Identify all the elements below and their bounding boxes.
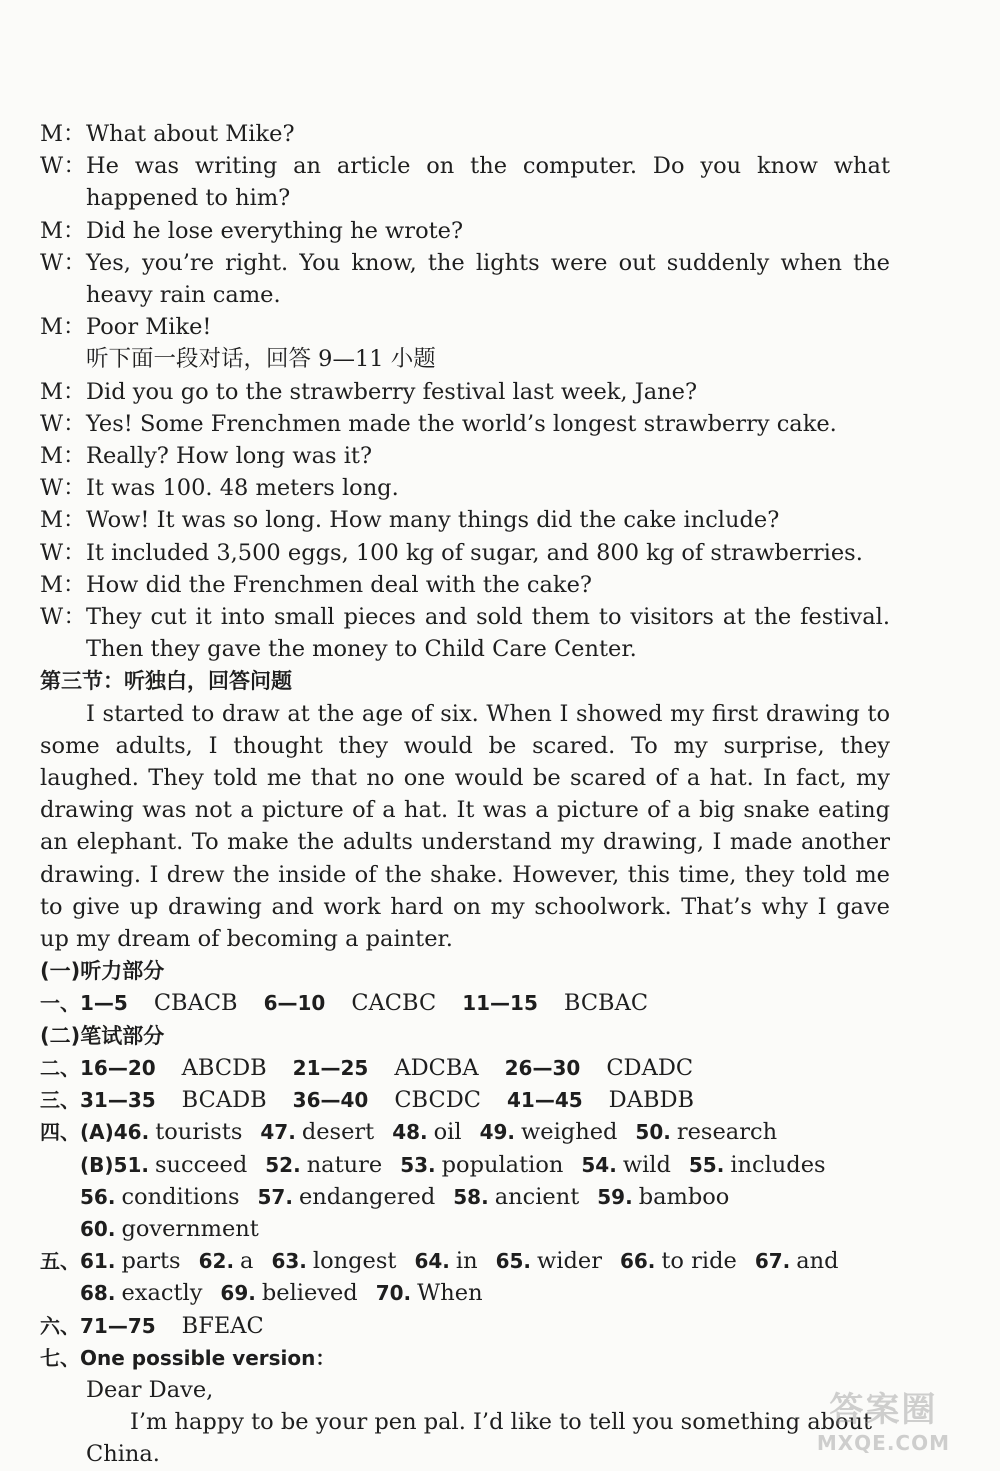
- monologue-paragraph: I started to draw at the age of six. When I showed my first drawing to some adults, I thought they would be scared. To my surprise, they laughed. They told me that no one would be scared of a hat. In fact, my drawing was not a picture of a hat. It was a picture of a big snake eating an elephant. To make the adults understand my drawing, I made another drawing. I drew the inside of the shake. However, this time, they told me to give up drawing and work hard on my schoolwork. That’s why I gave up my dream of becoming a painter.: [40, 700, 890, 953]
- section3-heading: 第三节：听独白，回答问题: [40, 669, 292, 694]
- answer-prefix: 五、: [40, 1249, 80, 1274]
- answer-prefix: 二、: [40, 1055, 80, 1080]
- item-number: 50.: [635, 1120, 671, 1145]
- dialogue-text: They cut it into small pieces and sold them to visitors at the festival.: [86, 604, 890, 631]
- item-answer: population: [441, 1151, 564, 1178]
- item-number: 64.: [414, 1249, 450, 1274]
- letter-line-2: China.: [86, 1441, 160, 1468]
- speaker-label: W：: [40, 410, 86, 437]
- dialogue-text: What about Mike?: [86, 121, 295, 147]
- item-answer: to ride: [661, 1248, 737, 1275]
- dialogue-continuation: happened to him?: [86, 185, 291, 212]
- answers-liu: [40, 1310, 890, 1342]
- item-answer: research: [676, 1119, 778, 1146]
- item-number: 60.: [80, 1216, 116, 1241]
- answer-prefix: 一、: [40, 991, 80, 1016]
- dialogue-line: [40, 537, 890, 569]
- answer-prefix: 三、: [40, 1088, 80, 1113]
- answer-range: 26—30: [504, 1055, 581, 1080]
- dialogue-line: [40, 247, 890, 279]
- watermark-top: 答案圈: [829, 1390, 938, 1430]
- speaker-label: W：: [40, 475, 86, 502]
- answers-yi: [40, 987, 890, 1019]
- speaker-label: W：: [40, 249, 86, 276]
- answer-range: 36—40: [292, 1088, 369, 1113]
- item-number: 57.: [257, 1184, 293, 1209]
- item-answer: succeed: [154, 1151, 248, 1178]
- answer-range: 1—5: [80, 991, 128, 1016]
- part1-heading: (一)听力部分: [40, 959, 165, 984]
- dialogue-text: It included 3,500 eggs, 100 kg of sugar, and 800 kg of strawberries.: [86, 539, 863, 566]
- dialogue-text: Poor Mike!: [86, 314, 212, 341]
- document-body: [40, 118, 890, 1471]
- qi-prefix: 七、: [40, 1345, 80, 1370]
- item-number: 52.: [265, 1152, 301, 1177]
- answer-letters: BFEAC: [181, 1312, 264, 1339]
- answer-range: 16—20: [80, 1055, 156, 1080]
- speaker-label: W：: [40, 153, 86, 180]
- item-number: 70.: [375, 1281, 412, 1306]
- answers-wu-1: [40, 1245, 890, 1277]
- answer-letters: ABCDB: [181, 1054, 267, 1081]
- letter-line-1: [40, 1406, 890, 1438]
- speaker-label: M：: [40, 217, 86, 244]
- speaker-label: M：: [40, 443, 86, 470]
- dialogue-line: [40, 504, 890, 536]
- speaker-label: M：: [40, 571, 86, 598]
- item-number: 51.: [113, 1152, 149, 1177]
- item-number: 66.: [619, 1249, 656, 1274]
- qi-label: One possible version：: [80, 1345, 336, 1370]
- answer-letters: ADCBA: [394, 1054, 479, 1081]
- answers-si-b1: [40, 1149, 890, 1181]
- item-number: 53.: [400, 1152, 436, 1177]
- answer-letters: BCBAC: [563, 990, 649, 1017]
- answer-range: 6—10: [263, 991, 326, 1016]
- letter-line-1-text: I’m happy to be your pen pal. I’d like to tell you something about: [130, 1409, 873, 1436]
- answers-si-b2: [40, 1181, 890, 1213]
- item-number: 55.: [688, 1152, 725, 1177]
- dialogue-2: [40, 376, 890, 666]
- item-number: 58.: [453, 1184, 489, 1209]
- item-number: 47.: [260, 1120, 296, 1145]
- answer-range: 71—75: [80, 1313, 156, 1338]
- answer-range: 41—45: [506, 1088, 583, 1113]
- item-answer: desert: [301, 1119, 375, 1146]
- item-answer: conditions: [121, 1183, 240, 1210]
- dialogue-text: How did the Frenchmen deal with the cake?: [86, 571, 592, 598]
- answers-er: [40, 1052, 890, 1084]
- item-answer: and: [796, 1248, 839, 1275]
- speaker-label: M：: [40, 314, 86, 341]
- dialogue-1: [40, 118, 890, 343]
- item-number: 56.: [80, 1184, 116, 1209]
- item-number: 59.: [597, 1184, 633, 1209]
- item-number: 61.: [80, 1249, 116, 1274]
- letter-greeting: Dear Dave,: [86, 1376, 214, 1403]
- item-answer: wider: [537, 1248, 602, 1275]
- item-answer: ancient: [494, 1183, 580, 1210]
- item-answer: oil: [433, 1119, 462, 1146]
- answer-letters: DABDB: [608, 1087, 695, 1114]
- item-answer: parts: [121, 1248, 181, 1275]
- dialogue-text: Yes, you’re right. You know, the lights were out suddenly when the: [86, 249, 890, 276]
- item-number: 67.: [754, 1249, 791, 1274]
- item-number: 49.: [479, 1120, 516, 1145]
- answers-si-b3: [40, 1213, 890, 1245]
- dialogue-line: [40, 311, 890, 343]
- answer-range: 31—35: [80, 1088, 156, 1113]
- item-number: 65.: [495, 1249, 532, 1274]
- dialogue-line: [40, 376, 890, 408]
- item-number: 54.: [581, 1152, 617, 1177]
- part2-heading: (二)笔试部分: [40, 1023, 165, 1048]
- item-answer: endangered: [298, 1183, 436, 1210]
- item-number: 68.: [80, 1281, 116, 1306]
- item-number: 48.: [392, 1120, 428, 1145]
- item-number: 69.: [220, 1281, 256, 1306]
- dialogue-continuation: Then they gave the money to Child Care Center.: [86, 636, 637, 663]
- dialogue-text: It was 100. 48 meters long.: [86, 475, 399, 502]
- answer-prefix: 四、(A): [40, 1120, 114, 1145]
- item-answer: When: [417, 1280, 483, 1307]
- speaker-label: W：: [40, 604, 86, 631]
- answer-range: 11—15: [462, 991, 538, 1016]
- dialogue-text: Did you go to the strawberry festival last week, Jane?: [86, 378, 698, 405]
- item-answer: tourists: [155, 1119, 243, 1146]
- dialogue-line: [40, 150, 890, 182]
- answer-letters: BCADB: [181, 1087, 267, 1114]
- answer-letters: CACBC: [351, 990, 437, 1017]
- item-answer: nature: [306, 1151, 383, 1178]
- dialogue-text: Wow! It was so long. How many things did the cake include?: [86, 507, 780, 534]
- answers-si-a: [40, 1116, 890, 1148]
- item-number: 62.: [198, 1249, 235, 1274]
- dialogue-line: [40, 601, 890, 633]
- answers-san: [40, 1084, 890, 1116]
- item-answer: government: [121, 1215, 259, 1242]
- speaker-label: W：: [40, 539, 86, 566]
- dialogue-line: [40, 215, 890, 247]
- speaker-label: M：: [40, 378, 86, 405]
- item-answer: longest: [312, 1248, 397, 1275]
- dialogue-line: [40, 118, 890, 150]
- answer-range: 21—25: [292, 1055, 369, 1080]
- dialogue-continuation: heavy rain came.: [86, 282, 281, 309]
- dialogue-text: Yes! Some Frenchmen made the world’s longest strawberry cake.: [86, 410, 837, 437]
- watermark-bottom: MXQE.COM: [816, 1431, 950, 1455]
- item-answer: wild: [622, 1151, 671, 1178]
- speaker-label: M：: [40, 121, 86, 147]
- item-number: 46.: [113, 1120, 150, 1145]
- dialogue-line: [40, 408, 890, 440]
- item-answer: believed: [261, 1280, 358, 1307]
- dialogue-line: [40, 440, 890, 472]
- dialogue-text: He was writing an article on the computer. Do you know what: [86, 153, 890, 180]
- dialogue-line: [40, 472, 890, 504]
- answer-prefix: (B): [80, 1152, 114, 1177]
- item-answer: includes: [730, 1151, 826, 1178]
- item-answer: weighed: [521, 1119, 618, 1146]
- answers-qi: [40, 1342, 890, 1374]
- dialogue-line: [40, 569, 890, 601]
- answer-letters: CDADC: [606, 1054, 694, 1081]
- dialogue-text: Really? How long was it?: [86, 443, 373, 470]
- watermark-logo: [817, 1382, 950, 1455]
- answer-letters: CBCDC: [394, 1087, 481, 1114]
- instruction-line: [40, 343, 890, 375]
- instruction-text: 听下面一段对话，回答 9—11 小题: [86, 346, 436, 373]
- item-answer: exactly: [121, 1280, 203, 1307]
- answers-wu-2: [40, 1277, 890, 1309]
- item-answer: a: [240, 1248, 254, 1275]
- speaker-label: M：: [40, 507, 86, 534]
- item-answer: in: [455, 1248, 478, 1275]
- answer-prefix: 六、: [40, 1313, 80, 1338]
- item-number: 63.: [271, 1249, 307, 1274]
- answer-letters: CBACB: [153, 990, 238, 1017]
- item-answer: bamboo: [638, 1183, 730, 1210]
- dialogue-text: Did he lose everything he wrote?: [86, 217, 464, 244]
